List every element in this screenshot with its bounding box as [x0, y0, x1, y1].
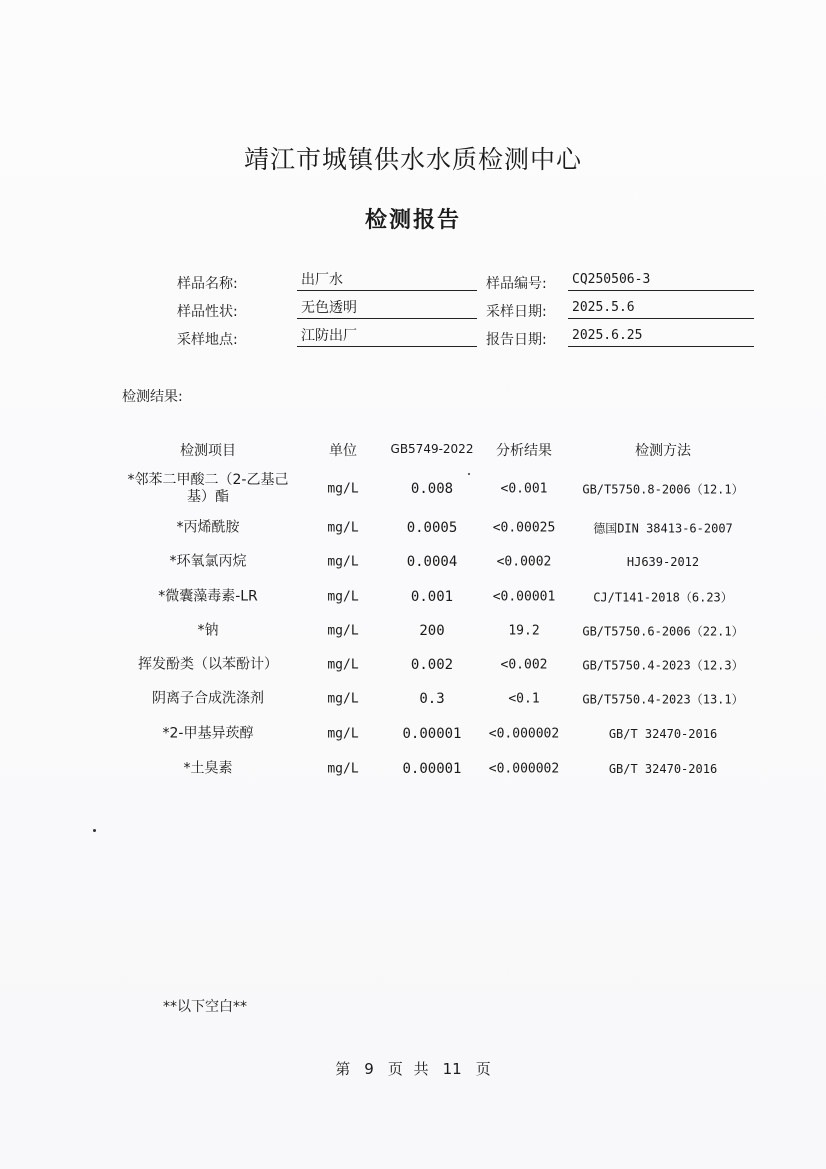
sample-name-value: 出厂水 — [297, 270, 477, 291]
result-cell-result: <0.000002 — [488, 726, 560, 742]
sample-appearance-label: 样品性状: — [177, 304, 238, 320]
column-header-unit: 单位 — [329, 443, 357, 459]
scan-speck — [93, 829, 96, 832]
column-header-item: 检测项目 — [180, 443, 236, 459]
result-cell-unit: mg/L — [327, 691, 359, 707]
sampling-date-label: 采样日期: — [486, 304, 547, 320]
sample-name-label: 样品名称: — [177, 276, 238, 292]
result-cell-limit: 0.00001 — [402, 761, 462, 777]
result-cell-item: 挥发酚类（以苯酚计） — [138, 656, 278, 673]
result-cell-limit: 0.001 — [410, 589, 454, 605]
result-cell-method: GB/T5750.6-2006（22.1） — [582, 624, 744, 639]
sampling-location-label: 采样地点: — [177, 332, 238, 348]
organization-title: 靖江市城镇供水水质检测中心 — [243, 145, 582, 174]
result-cell-result: <0.00001 — [492, 589, 556, 605]
sample-number-value: CQ250506-3 — [568, 270, 754, 291]
sampling-location-value: 江防出厂 — [297, 326, 477, 347]
result-cell-unit: mg/L — [327, 657, 359, 673]
result-cell-limit: 0.002 — [410, 657, 454, 673]
blank-note: **以下空白** — [163, 999, 247, 1015]
result-cell-result: <0.00025 — [492, 520, 556, 536]
result-cell-result: <0.001 — [500, 481, 548, 497]
page-suffix: 页 — [475, 1060, 491, 1078]
page-number-footer — [0, 1058, 826, 1079]
page-mid: 页 共 — [387, 1060, 429, 1078]
scan-speck — [468, 473, 470, 475]
result-cell-limit: 200 — [419, 623, 445, 639]
result-cell-method: CJ/T141-2018（6.23） — [593, 590, 733, 605]
result-cell-limit: 0.3 — [419, 691, 445, 707]
result-cell-limit: 0.008 — [410, 481, 454, 497]
result-cell-limit: 0.00001 — [402, 726, 462, 742]
result-cell-item: *环氧氯丙烷 — [169, 553, 247, 570]
result-cell-method: GB/T 32470-2016 — [608, 727, 718, 741]
page-total: 11 — [442, 1060, 462, 1078]
result-cell-result: <0.1 — [508, 691, 540, 707]
result-cell-method: 德国DIN 38413-6-2007 — [593, 521, 733, 536]
column-header-result: 分析结果 — [496, 443, 552, 459]
page-current: 9 — [364, 1060, 374, 1078]
result-cell-method: GB/T5750.8-2006（12.1） — [582, 482, 744, 497]
result-cell-result: <0.000002 — [488, 761, 560, 777]
result-cell-method: HJ639-2012 — [626, 555, 700, 569]
result-cell-item: *微囊藻毒素-LR — [158, 588, 258, 605]
result-cell-method: GB/T 32470-2016 — [608, 762, 718, 776]
result-cell-result: <0.0002 — [496, 554, 552, 570]
result-cell-method: GB/T5750.4-2023（12.3） — [582, 658, 744, 673]
result-cell-unit: mg/L — [327, 481, 359, 497]
report-date-label: 报告日期: — [486, 332, 547, 348]
sample-appearance-value: 无色透明 — [297, 298, 477, 319]
sampling-date-value: 2025.5.6 — [568, 298, 754, 319]
result-cell-unit: mg/L — [327, 726, 359, 742]
column-header-standard: GB5749-2022 — [390, 442, 474, 456]
report-title: 检测报告 — [364, 208, 461, 233]
result-cell-unit: mg/L — [327, 520, 359, 536]
result-cell-unit: mg/L — [327, 554, 359, 570]
result-cell-item: *钠 — [197, 622, 219, 639]
report-date-value: 2025.6.25 — [568, 326, 754, 347]
result-cell-item: 阴离子合成洗涤剂 — [152, 690, 264, 707]
result-cell-method: GB/T5750.4-2023（13.1） — [582, 692, 744, 707]
result-cell-result: <0.002 — [500, 657, 548, 673]
page-prefix: 第 — [335, 1060, 351, 1078]
result-cell-unit: mg/L — [327, 623, 359, 639]
result-cell-limit: 0.0004 — [406, 554, 458, 570]
result-cell-unit: mg/L — [327, 761, 359, 777]
result-cell-item: *2-甲基异莰醇 — [162, 725, 254, 742]
result-cell-unit: mg/L — [327, 589, 359, 605]
column-header-method: 检测方法 — [635, 443, 691, 459]
sample-number-label: 样品编号: — [486, 276, 547, 292]
result-cell-limit: 0.0005 — [406, 520, 458, 536]
results-label: 检测结果: — [122, 389, 183, 405]
result-cell-item: *邻苯二甲酸二（2-乙基己基）酯 — [127, 472, 289, 505]
result-cell-item: *丙烯酰胺 — [176, 519, 240, 536]
result-cell-item: *土臭素 — [183, 760, 233, 777]
result-cell-result: 19.2 — [508, 623, 540, 639]
